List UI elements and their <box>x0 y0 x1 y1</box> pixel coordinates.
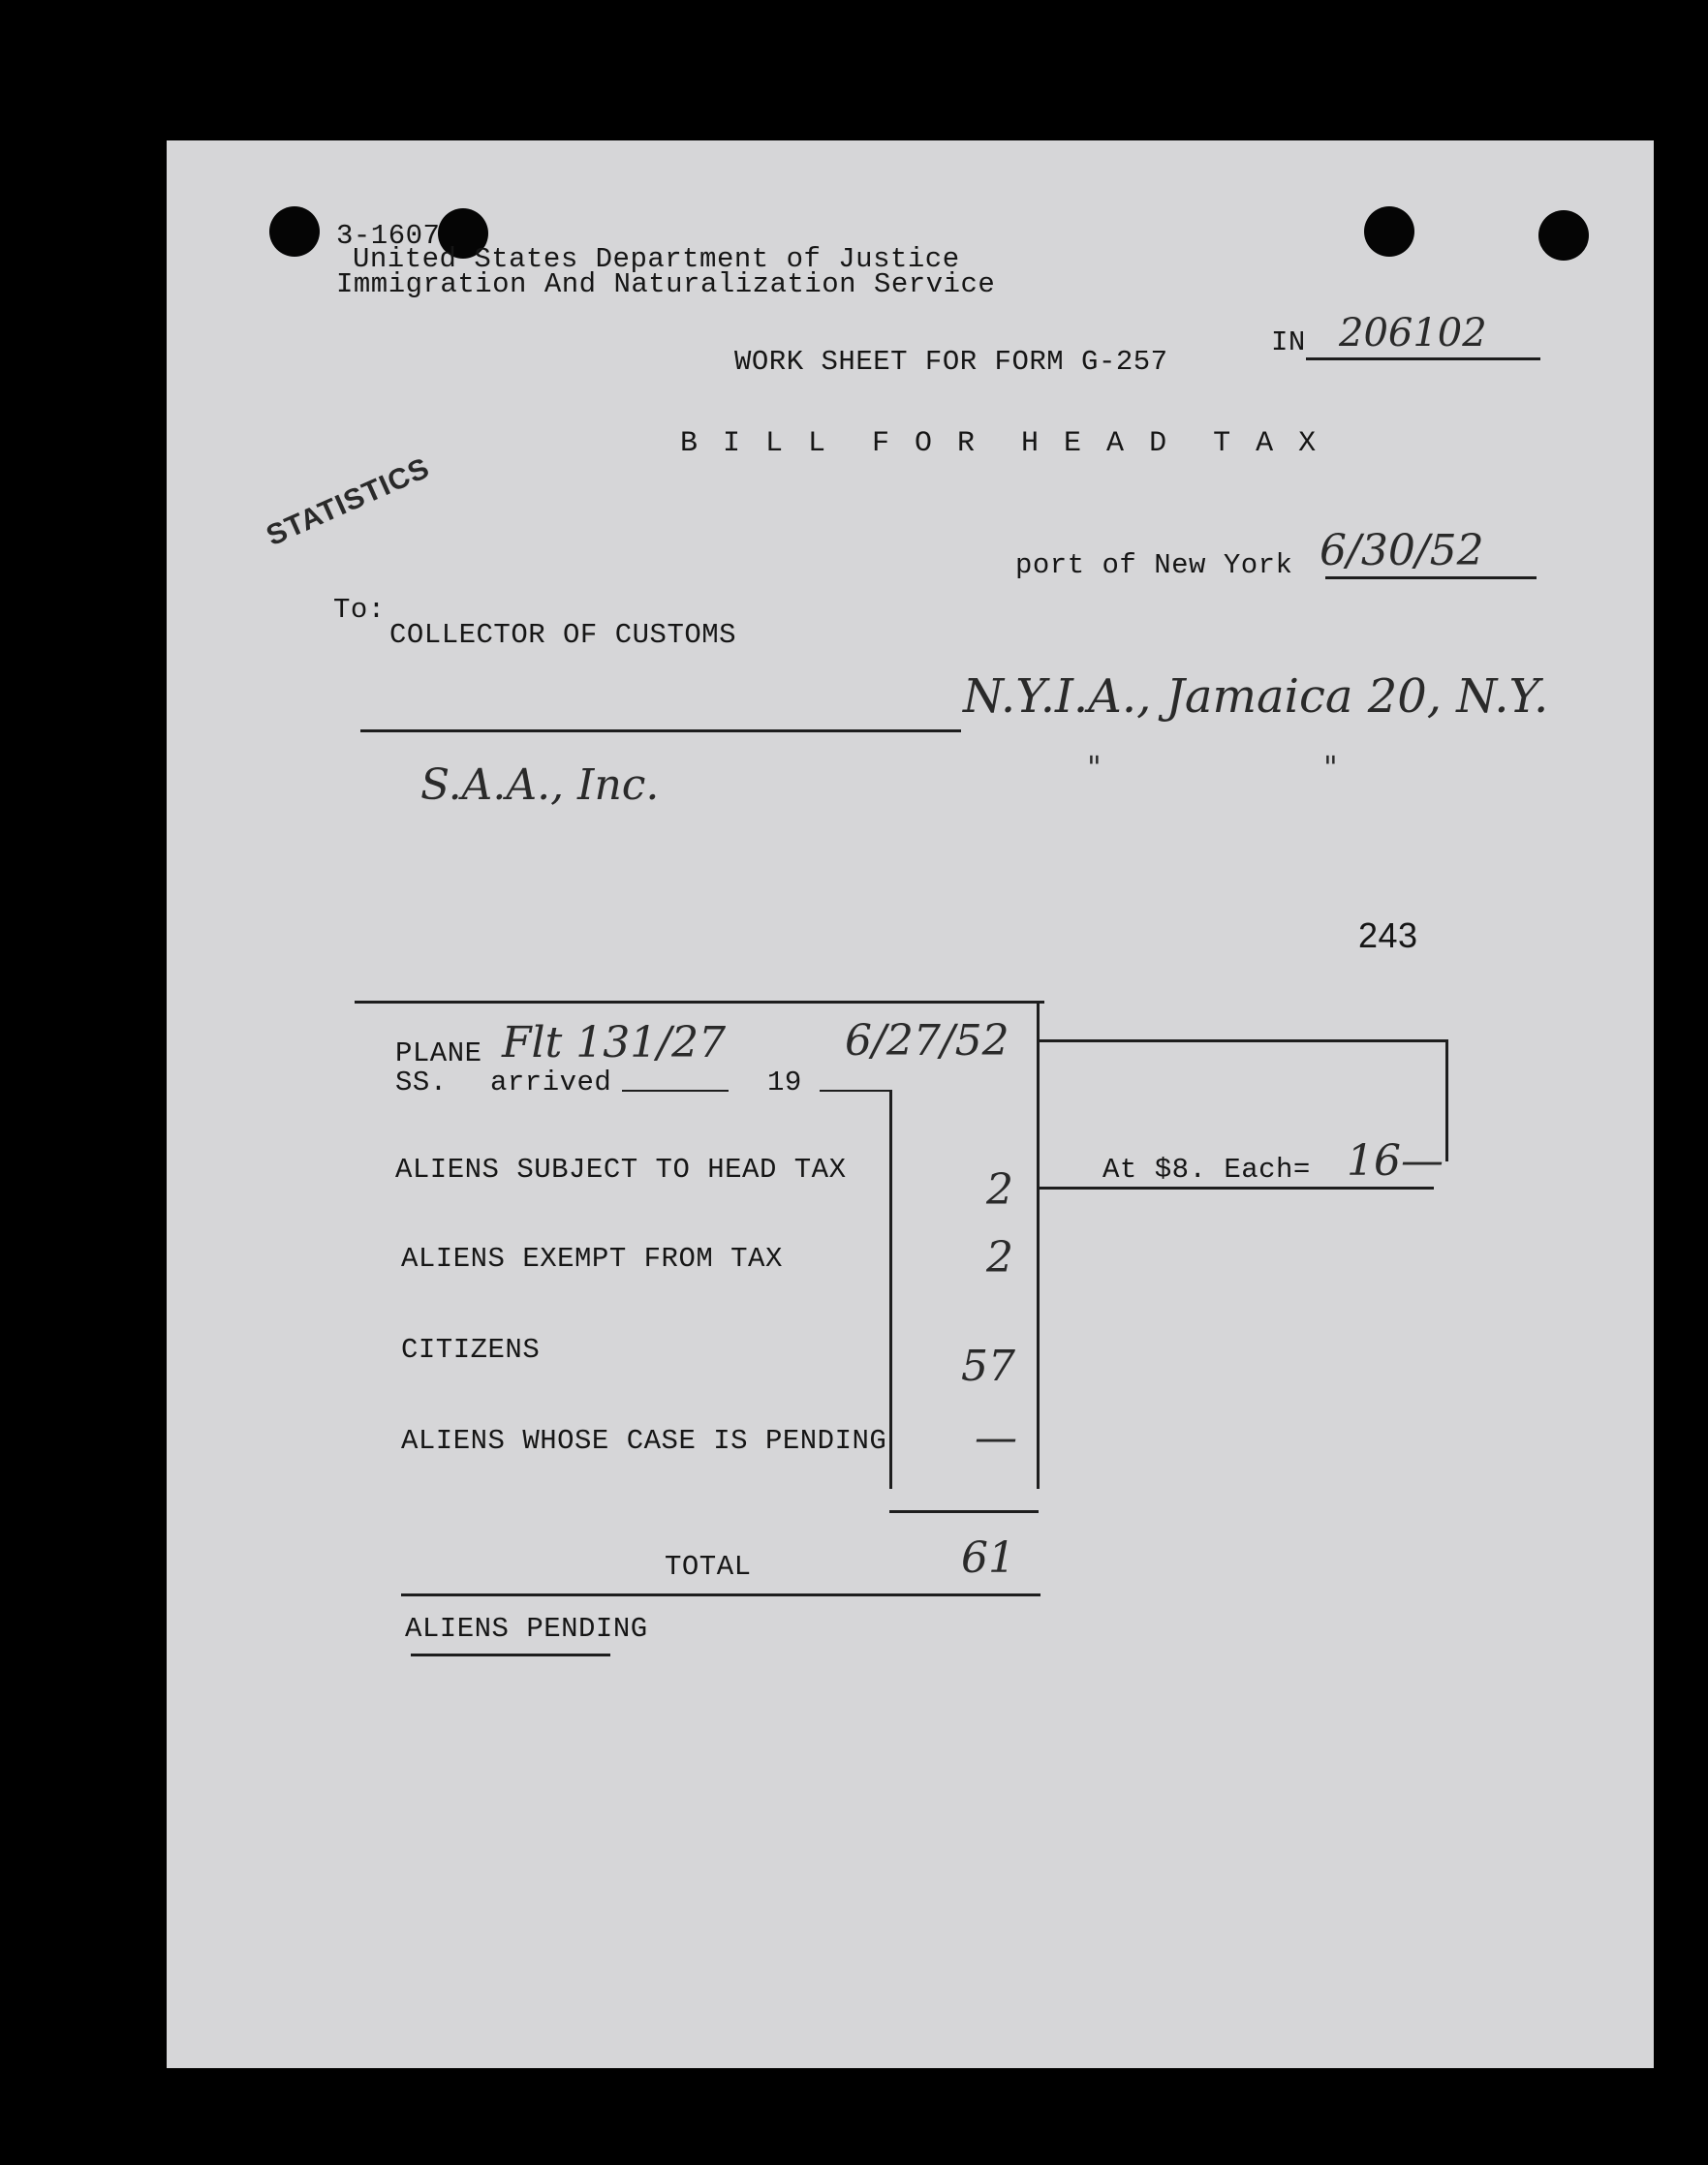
row-label-exempt: ALIENS EXEMPT FROM TAX <box>401 1243 783 1275</box>
department-name: United States Department of Justice <box>353 243 960 275</box>
value-column-left-rule <box>889 1090 892 1489</box>
service-name: Immigration And Naturalization Service <box>336 268 996 300</box>
year-prefix: 19 <box>767 1067 802 1098</box>
ss-label: SS. <box>395 1067 448 1098</box>
arrived-underline <box>622 1090 729 1092</box>
rate-label: At $8. Each= <box>1102 1154 1311 1186</box>
address-handwritten-1: N.Y.I.A., Jamaica 20, N.Y. <box>963 669 1549 724</box>
bill-title: B I L L F O R H E A D T A X <box>680 427 1320 460</box>
row-label-subject: ALIENS SUBJECT TO HEAD TAX <box>395 1154 847 1186</box>
rate-box-right <box>1445 1039 1448 1161</box>
in-prefix: IN <box>1271 326 1306 358</box>
table-right-rule <box>1037 1001 1040 1489</box>
row-value-pending-case: — <box>975 1413 1017 1463</box>
table-top-rule <box>355 1001 1044 1004</box>
address-handwritten-2: S.A.A., Inc. <box>420 760 660 810</box>
form-code: 3-1607 <box>336 220 441 252</box>
port-label: port of New York <box>1015 549 1293 581</box>
row-label-pending-case: ALIENS WHOSE CASE IS PENDING <box>401 1425 887 1457</box>
page-number: 243 <box>1358 915 1418 955</box>
rate-total: 16— <box>1347 1136 1444 1186</box>
address-line <box>360 729 961 732</box>
port-date-underline <box>1325 576 1537 579</box>
in-number-underline <box>1306 357 1540 360</box>
document-page <box>167 140 1654 2068</box>
punch-hole <box>1364 206 1414 257</box>
ditto-mark: " <box>1323 749 1338 786</box>
total-bottom-rule <box>401 1593 1040 1596</box>
ditto-mark: " <box>1087 749 1102 786</box>
in-number: 206102 <box>1339 311 1487 356</box>
total-value: 61 <box>961 1533 1015 1583</box>
port-date: 6/30/52 <box>1320 526 1484 575</box>
statistics-stamp: STATISTICS <box>262 451 435 553</box>
plane-flight: Flt 131/27 <box>502 1018 727 1067</box>
row-value-citizens: 57 <box>961 1342 1015 1391</box>
punch-hole <box>269 206 320 257</box>
rate-underline <box>1039 1187 1434 1190</box>
total-top-rule <box>889 1510 1039 1513</box>
row-label-citizens: CITIZENS <box>401 1334 541 1366</box>
addressee: COLLECTOR OF CUSTOMS <box>389 619 737 651</box>
row-value-subject: 2 <box>986 1165 1013 1215</box>
to-label: To: <box>333 594 386 626</box>
plane-label: PLANE <box>395 1037 482 1069</box>
worksheet-title: WORK SHEET FOR FORM G-257 <box>734 346 1168 378</box>
total-label: TOTAL <box>665 1551 752 1583</box>
plane-date: 6/27/52 <box>845 1016 1009 1066</box>
aliens-pending-underline <box>411 1654 610 1656</box>
rate-box-top <box>1037 1039 1447 1042</box>
year-underline <box>820 1090 889 1092</box>
arrived-label: arrived <box>490 1067 612 1098</box>
punch-hole <box>1538 210 1589 261</box>
aliens-pending-label: ALIENS PENDING <box>405 1613 648 1645</box>
row-value-exempt: 2 <box>986 1233 1013 1283</box>
